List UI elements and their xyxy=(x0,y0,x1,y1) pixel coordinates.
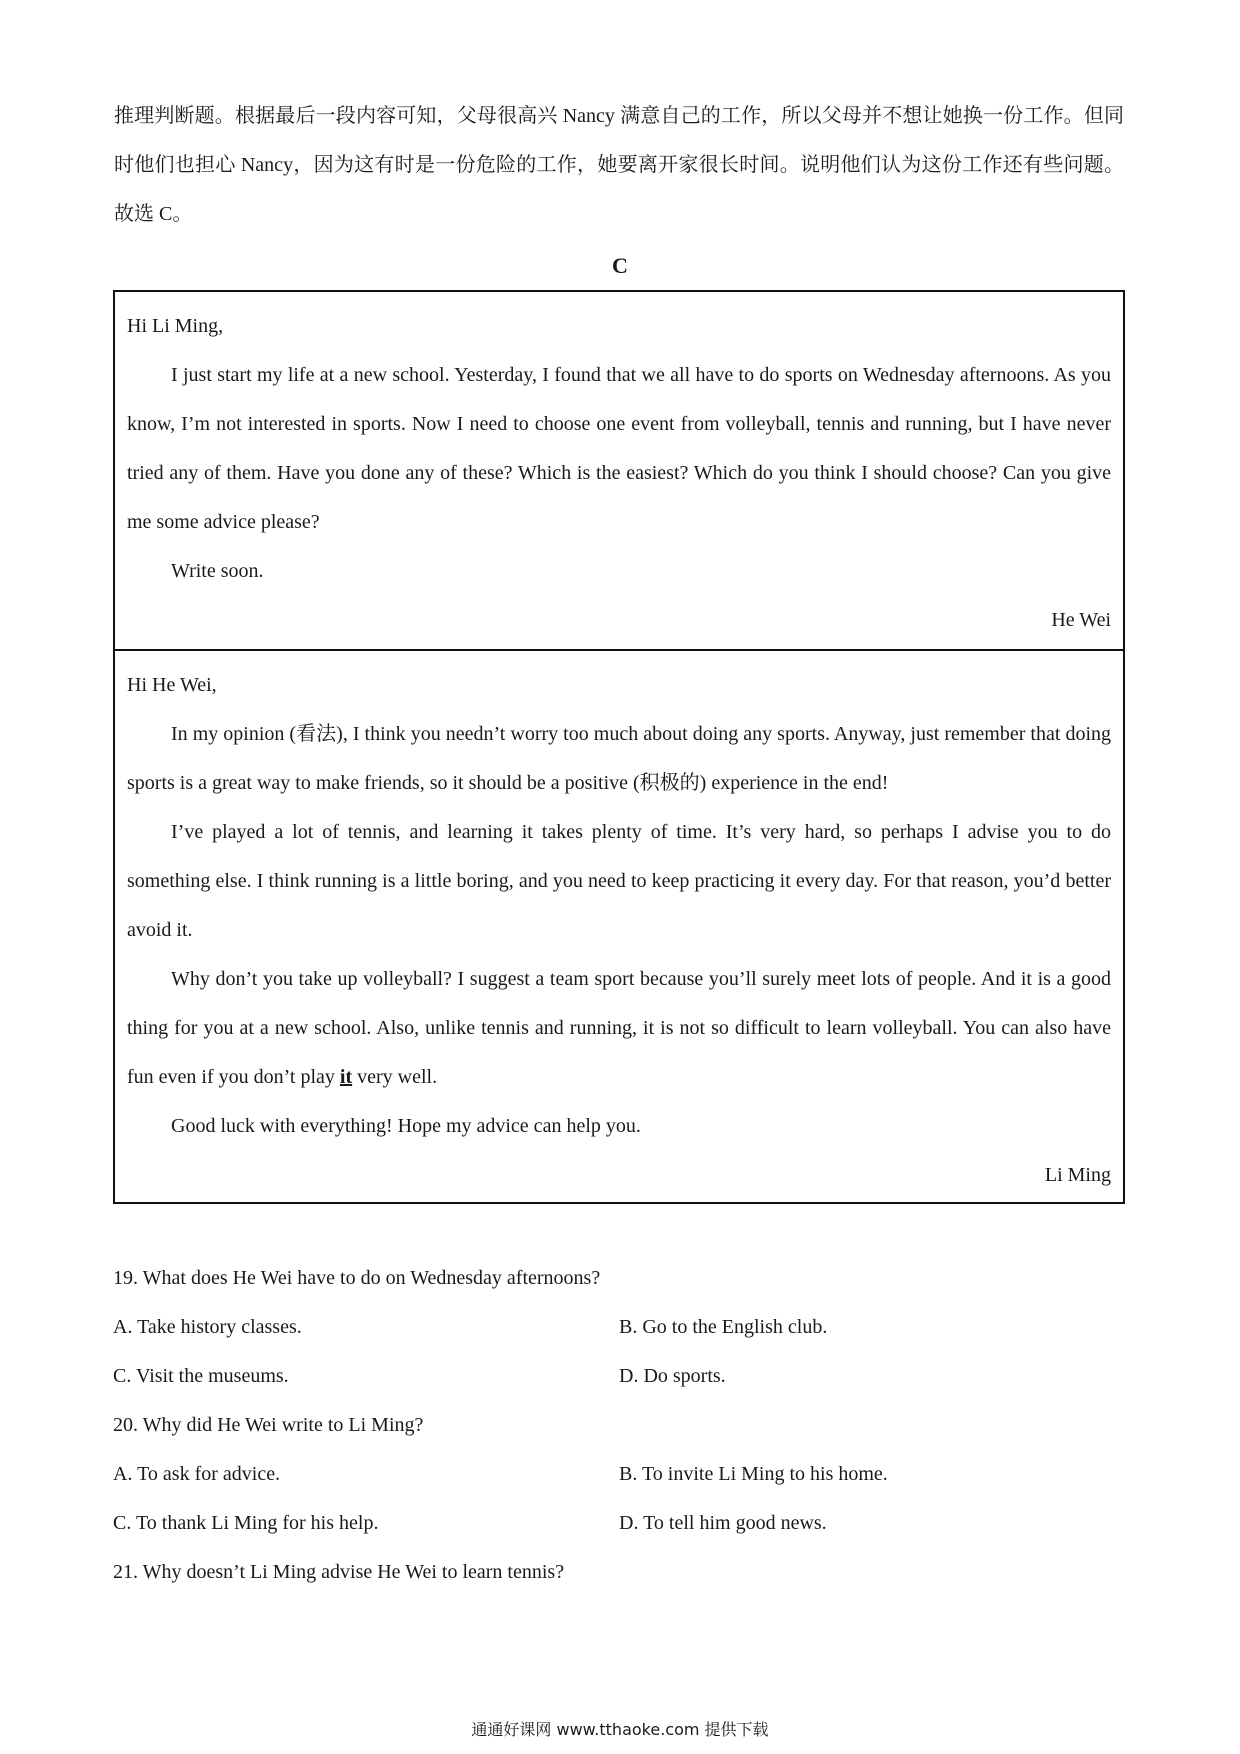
page-footer: 通通好课网 www.tthaoke.com 提供下载 xyxy=(471,1720,769,1739)
question-stem: 20. Why did He Wei write to Li Ming? xyxy=(113,1414,424,1436)
option-b: B. To invite Li Ming to his home. xyxy=(619,1463,888,1485)
option-d: D. Do sports. xyxy=(619,1365,726,1387)
option-a: A. To ask for advice. xyxy=(113,1463,281,1485)
option-row xyxy=(113,1303,1125,1352)
underlined-word: it xyxy=(339,1066,353,1088)
letter-paragraph: Good luck with everything! Hope my advice can help you. xyxy=(171,1115,641,1137)
option-c: C. Visit the museums. xyxy=(113,1365,289,1387)
question-list xyxy=(113,1254,1125,1597)
letter-from-he-wei xyxy=(113,290,1125,651)
option-b: B. Go to the English club. xyxy=(619,1316,828,1338)
option-c: C. To thank Li Ming for his help. xyxy=(113,1512,379,1534)
letter-signature: Li Ming xyxy=(1044,1164,1111,1186)
question-stem: 19. What does He Wei have to do on Wednesday afternoons? xyxy=(113,1267,601,1289)
paragraph-text: very well. xyxy=(352,1066,438,1088)
letter-greeting: Hi Li Ming, xyxy=(127,315,224,337)
letter-body: I just start my life at a new school. Yesterday, I found that we all have to do sports on Wednesday afternoons. As you know, I’m not interested in sports. Now I need to choose one event from volleyball, tennis and running, but I have never tried any of them. Have you done any of these? Which is the easiest? Which do you think I should choose? Can you give me some advice please? xyxy=(127,364,1111,533)
letter-closing: Write soon. xyxy=(171,560,264,582)
option-row xyxy=(113,1450,1125,1499)
letter-greeting: Hi He Wei, xyxy=(127,674,217,696)
option-row xyxy=(113,1352,1125,1401)
option-a: A. Take history classes. xyxy=(113,1316,302,1338)
explanation-paragraph: 推理判断题。根据最后一段内容可知，父母很高兴 Nancy 满意自己的工作，所以父母并不想让她换一份工作。但同时他们也担心 Nancy，因为这有时是一份危险的工作，她要离开家很长时间。说明他们认为这份工作还有些问题。故选 C。 xyxy=(114,105,1124,225)
question-stem: 21. Why doesn’t Li Ming advise He Wei to learn tennis? xyxy=(113,1561,565,1583)
letter-from-li-ming xyxy=(113,649,1125,1204)
letter-paragraph: I’ve played a lot of tennis, and learning it takes plenty of time. It’s very hard, so perhaps I advise you to do something else. I think running is a little boring, and you need to keep practicing it every day. For that reason, you’d better avoid it. xyxy=(127,821,1111,941)
letter-paragraph: In my opinion (看法), I think you needn’t worry too much about doing any sports. Anyway, just remember that doing sports is a great way to make friends, so it should be a positive (积极的) experience in the end! xyxy=(127,723,1111,794)
letter-signature: He Wei xyxy=(1051,609,1111,631)
paragraph-text: Why don’t you take up volleyball? I suggest a team sport because you’ll surely meet lots of people. And it is a good thing for you at a new school. Also, unlike tennis and running, it is not so difficult to learn volleyball. You can also have fun even if you don’t play xyxy=(127,968,1111,1088)
option-row xyxy=(113,1499,1125,1548)
letter-paragraph xyxy=(127,955,1111,1102)
section-heading: C xyxy=(612,253,628,278)
option-d: D. To tell him good news. xyxy=(619,1512,827,1534)
